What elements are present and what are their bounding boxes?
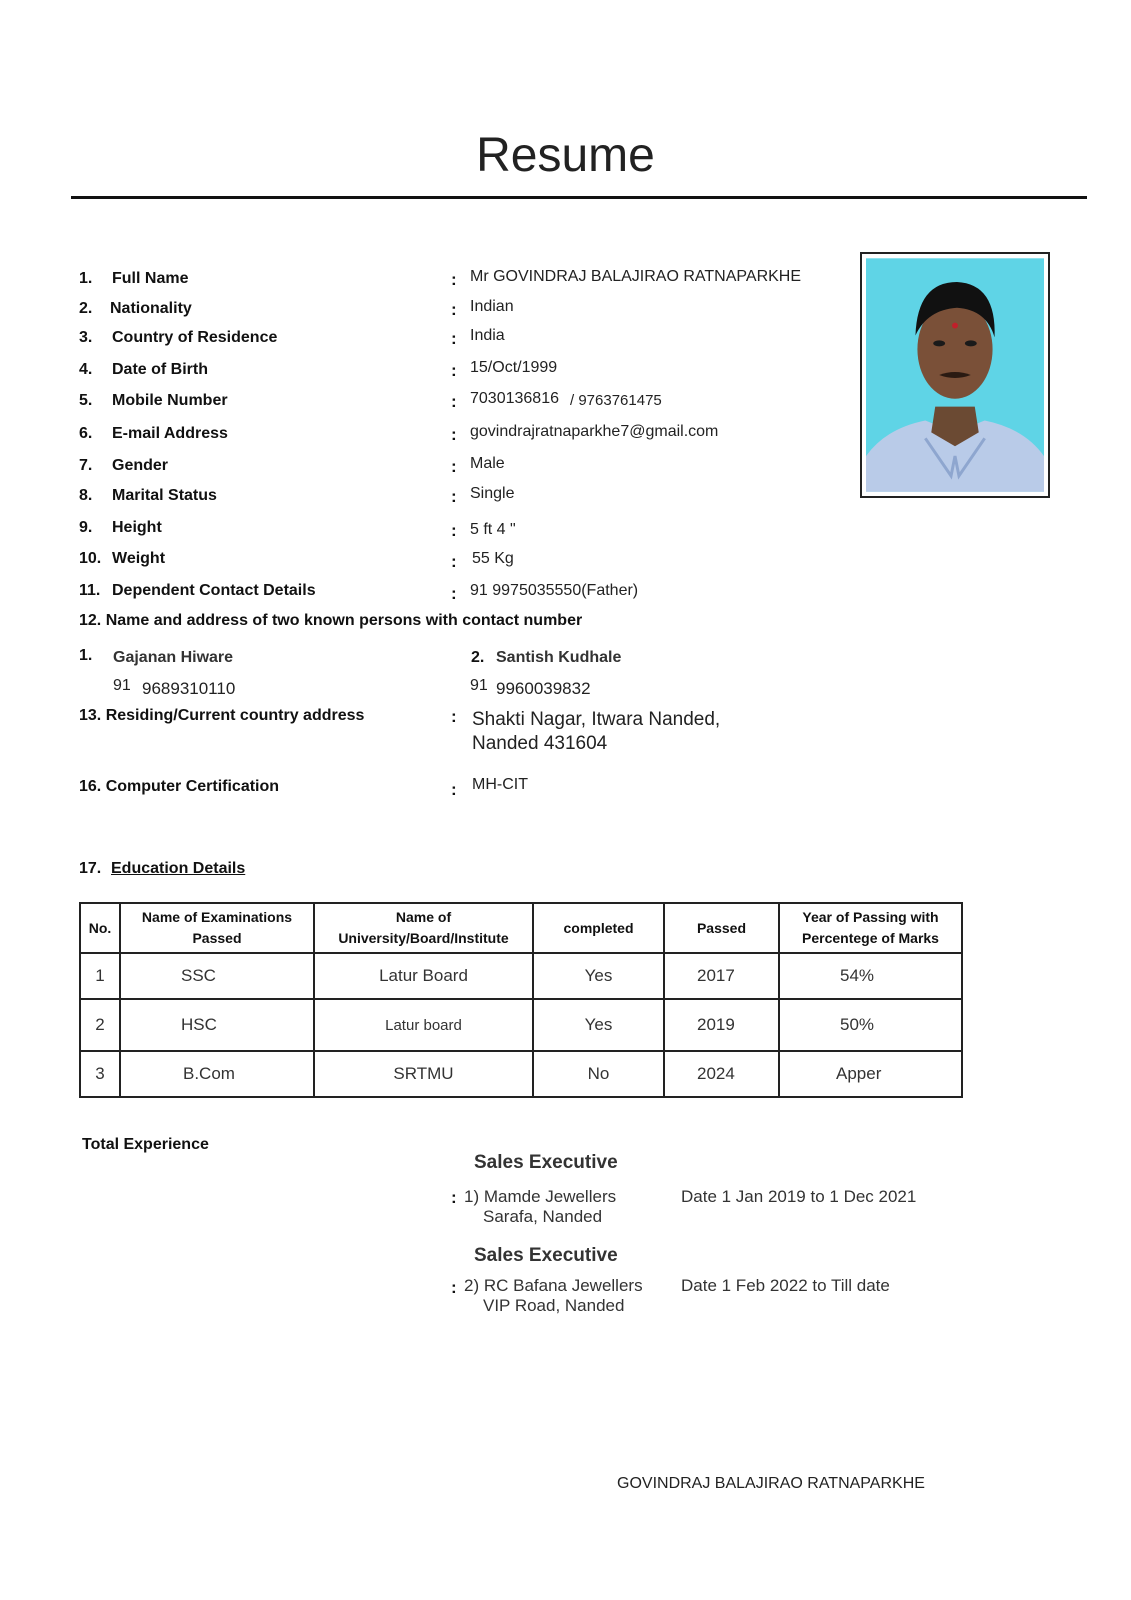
cell-university: Latur Board [314,953,533,999]
field-colon: : [451,1278,457,1297]
field-value-dependent: 91 9975035550(Father) [470,582,639,599]
known-person-2-num: 2. [471,649,485,666]
table-row [80,953,962,999]
field-num: 9. [79,519,93,536]
field-colon: : [451,487,457,506]
experience-label: Total Experience [82,1136,209,1153]
field-colon: : [451,329,457,348]
field-num: 1. [79,270,93,287]
job-2-company: 2) RC Bafana Jewellers [464,1276,643,1295]
field-num: 2. [79,300,93,317]
cell-completed: Yes [533,953,664,999]
signature-name: GOVINDRAJ BALAJIRAO RATNAPARKHE [617,1475,925,1492]
known-person-1-code: 91 [113,677,131,694]
field-colon: : [451,780,457,799]
job-1-location: Sarafa, Nanded [483,1207,603,1226]
field-value-weight: 55 Kg [472,550,514,567]
table-row [80,999,962,1051]
cell-no: 2 [80,999,120,1051]
certification-value: MH-CIT [472,776,528,793]
known-person-2-phone: 9960039832 [496,679,591,698]
title-divider [71,196,1087,199]
address-label: 13. Residing/Current country address [79,707,365,724]
known-person-1-phone: 9689310110 [142,679,236,698]
field-num: 11. [79,582,101,599]
field-value-email: govindrajratnaparkhe7@gmail.com [470,423,719,440]
field-colon: : [451,521,457,540]
field-value-mobile-alt: / 9763761475 [570,392,662,409]
field-value-nationality: Indian [470,298,514,315]
known-person-1-num: 1. [79,647,93,664]
field-label-full-name: Full Name [112,270,189,287]
header-year: Year of Passing with Percentege of Marks [779,903,962,953]
field-label-dob: Date of Birth [112,361,208,378]
header-completed: completed [533,903,664,953]
table-header-row [80,903,962,953]
field-colon: : [451,1188,457,1207]
field-colon: : [451,425,457,444]
known-persons-heading: 12. Name and address of two known persons with contact number [79,612,583,629]
person-photo-icon [866,258,1044,492]
field-colon: : [451,584,457,603]
field-num: 7. [79,457,93,474]
cell-no: 3 [80,1051,120,1097]
cell-university: SRTMU [314,1051,533,1097]
header-university: Name of University/Board/Institute [314,903,533,953]
job-2-dates: Date 1 Feb 2022 to Till date [681,1276,890,1295]
job-2-location: VIP Road, Nanded [483,1296,625,1315]
field-num: 3. [79,329,93,346]
cell-completed: Yes [533,999,664,1051]
header-exam: Name of Examinations Passed [120,903,314,953]
education-heading: Education Details [111,860,246,877]
field-label-mobile: Mobile Number [112,392,228,409]
field-colon: : [451,392,457,411]
cell-exam: SSC [120,953,314,999]
education-table [79,902,963,1098]
field-label-height: Height [112,519,162,536]
field-value-full-name: Mr GOVINDRAJ BALAJIRAO RATNAPARKHE [470,268,802,285]
cell-passed: 2019 [664,999,779,1051]
certification-label: 16. Computer Certification [79,778,280,795]
field-value-gender: Male [470,455,505,472]
job-1-title: Sales Executive [474,1152,618,1173]
field-value-dob: 15/Oct/1999 [470,359,558,376]
field-num: 5. [79,392,93,409]
education-num: 17. [79,860,102,877]
field-num: 8. [79,487,93,504]
job-1-dates: Date 1 Jan 2019 to 1 Dec 2021 [681,1187,917,1206]
header-passed: Passed [664,903,779,953]
job-1-company: 1) Mamde Jewellers [464,1187,617,1206]
cell-passed: 2017 [664,953,779,999]
table-row [80,1051,962,1097]
field-label-country: Country of Residence [112,329,278,346]
field-label-gender: Gender [112,457,169,474]
address-line-2: Nanded 431604 [472,733,608,754]
field-label-email: E-mail Address [112,425,228,442]
cell-university: Latur board [314,999,533,1051]
field-colon: : [451,457,457,476]
field-colon: : [451,361,457,380]
cell-year: 54% [779,953,962,999]
field-value-marital: Single [470,485,515,502]
address-line-1: Shakti Nagar, Itwara Nanded, [472,709,721,730]
field-label-marital: Marital Status [112,487,217,504]
cell-no: 1 [80,953,120,999]
profile-photo [860,252,1050,498]
page-title: Resume [476,129,655,182]
field-num: 10. [79,550,102,567]
field-label-dependent: Dependent Contact Details [112,582,316,599]
header-no: No. [80,903,120,953]
cell-year: Apper [779,1051,962,1097]
field-num: 6. [79,425,93,442]
field-num: 4. [79,361,93,378]
field-colon: : [451,300,457,319]
field-value-mobile: 7030136816 [470,390,559,407]
field-colon: : [451,270,457,289]
field-colon: : [451,707,457,726]
field-colon: : [451,552,457,571]
job-2-title: Sales Executive [474,1245,618,1266]
cell-exam: HSC [120,999,314,1051]
field-value-height: 5 ft 4 " [470,521,516,538]
known-person-1-name: Gajanan Hiware [113,649,234,666]
field-value-country: India [470,327,505,344]
field-label-nationality: Nationality [110,300,192,317]
cell-completed: No [533,1051,664,1097]
known-person-2-code: 91 [470,677,488,694]
cell-exam: B.Com [120,1051,314,1097]
cell-passed: 2024 [664,1051,779,1097]
known-person-2-name: Santish Kudhale [496,649,622,666]
field-label-weight: Weight [112,550,166,567]
cell-year: 50% [779,999,962,1051]
